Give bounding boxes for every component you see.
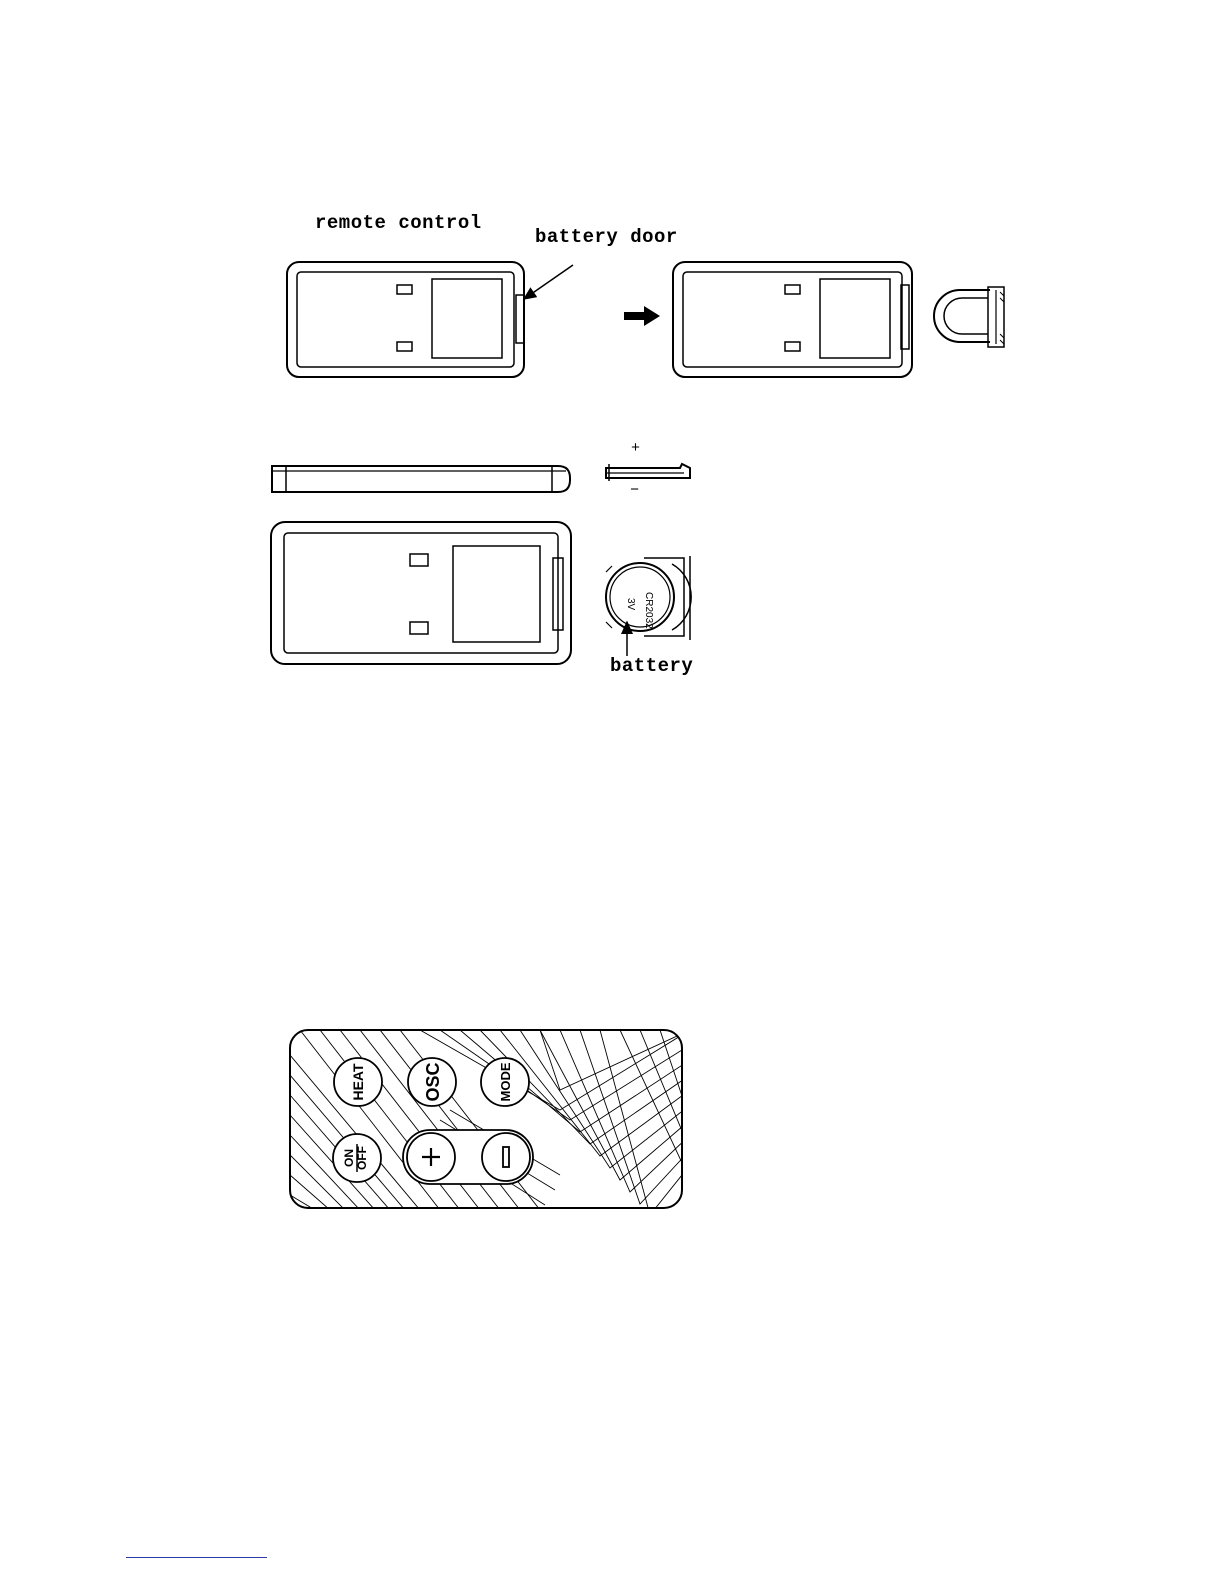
battery-door-label: battery door	[535, 226, 678, 248]
mode-key-label: MODE	[498, 1062, 513, 1102]
remote-control-with-door	[287, 262, 573, 377]
svg-text:3V: 3V	[625, 598, 636, 611]
remote-control-side-view	[272, 466, 570, 492]
keypad-panel	[290, 1030, 690, 1215]
footnote-rule	[126, 1557, 267, 1558]
heat-key-label: HEAT	[350, 1063, 366, 1101]
battery-side-view	[606, 464, 690, 481]
plus-polarity-label: +	[631, 440, 641, 457]
mode-key[interactable]	[498, 1062, 513, 1101]
remote-control-top-view	[271, 522, 571, 664]
cell-marking: CR2032	[643, 592, 654, 629]
heat-key[interactable]	[350, 1063, 366, 1101]
battery-door-tray-icon	[934, 287, 1004, 347]
osc-key[interactable]	[423, 1062, 443, 1101]
off-key-label: OFF	[355, 1146, 369, 1170]
arrow-right-icon	[624, 306, 660, 326]
minus-polarity-label: −	[630, 482, 640, 499]
battery-label: battery	[610, 655, 694, 677]
remote-control-door-removed	[673, 262, 912, 377]
osc-key-label: OSC	[423, 1062, 443, 1102]
remote-control-label: remote control	[315, 212, 482, 234]
battery-in-tray-icon	[606, 556, 691, 656]
on-key-label: ON	[342, 1149, 356, 1167]
